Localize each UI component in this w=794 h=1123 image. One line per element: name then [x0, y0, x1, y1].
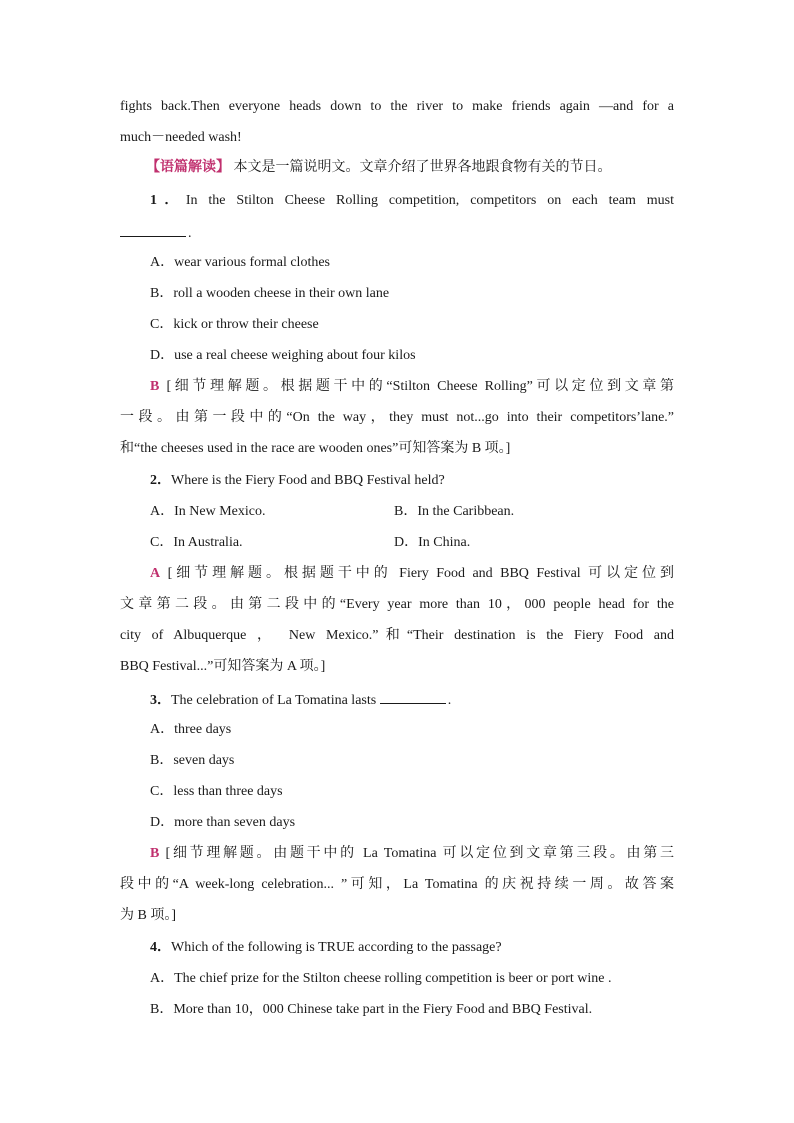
explanation-line: 为 B 项。] — [120, 908, 176, 923]
question-stem: . — [120, 222, 192, 244]
explanation: A [细节理解题。根据题干中的 Fiery Food and BBQ Festival 可以定位到 — [150, 566, 674, 581]
answer-blank — [380, 689, 446, 704]
explanation-line: city of Albuquerque ， New Mexico.”和“Their destination is the Fiery Food and — [120, 628, 674, 643]
explanation-line: 和“the cheeses used in the race are wooden ones”可知答案为 B 项。] — [120, 441, 511, 456]
question-number: 1． — [150, 193, 186, 208]
answer-blank — [120, 222, 186, 237]
passage-line: much－needed wash! — [120, 130, 242, 145]
question-number: 3． — [150, 693, 171, 708]
explanation: B [细节理解题。根据题干中的“Stilton Cheese Rolling”可以定位到文章第 — [150, 379, 674, 394]
option-a: A．three days — [150, 722, 232, 737]
option-d: D．In China. — [394, 535, 471, 550]
option-a: A．In New Mexico. — [150, 504, 266, 519]
option-b: B．seven days — [150, 753, 235, 768]
option-b: B．roll a wooden cheese in their own lane — [150, 286, 390, 301]
question-stem: 3．The celebration of La Tomatina lasts . — [150, 689, 451, 711]
answer-key: A — [150, 566, 161, 581]
answer-key: B — [150, 846, 160, 861]
question-text: Where is the Fiery Food and BBQ Festival held? — [171, 473, 445, 488]
option-c: C．less than three days — [150, 784, 283, 799]
question-stem — [150, 471, 445, 491]
question-stem — [150, 938, 502, 958]
option-a: A．The chief prize for the Stilton cheese rolling competition is beer or port wine . — [150, 971, 612, 986]
explanation-line: 文章第二段。由第二段中的“Every year more than 10，000 people head for the — [120, 597, 674, 612]
question-text: In the Stilton Cheese Rolling competition, competitors on each team must — [185, 193, 675, 208]
explanation-line: 一段。由第一段中的“On the way，they must not...go into their competitors’lane.” — [120, 410, 674, 425]
answer-key: B — [150, 379, 160, 394]
question-text: Which of the following is TRUE according to the passage? — [171, 940, 502, 955]
analysis-text: 本文是一篇说明文。文章介绍了世界各地跟食物有关的节日。 — [230, 160, 612, 175]
option-d: D．use a real cheese weighing about four kilos — [150, 348, 416, 363]
option-c: C．In Australia. — [150, 535, 243, 550]
analysis-tag: 【语篇解读】 — [146, 160, 230, 175]
option-c: C．kick or throw their cheese — [150, 317, 319, 332]
option-b: B．More than 10，000 Chinese take part in the Fiery Food and BBQ Festival. — [150, 1002, 593, 1017]
passage-analysis — [146, 158, 612, 178]
passage-line: fights back.Then everyone heads down to the river to make friends again —and for a — [120, 99, 674, 114]
explanation-line: BBQ Festival...”可知答案为 A 项。] — [120, 659, 326, 674]
option-b: B．In the Caribbean. — [394, 504, 515, 519]
explanation-line: 段中的“A week-long celebration... ”可知，La Tomatina 的庆祝持续一周。故答案 — [120, 877, 674, 892]
explanation: B [细节理解题。由题干中的 La Tomatina 可以定位到文章第三段。由第三 — [150, 846, 674, 861]
question-stem — [150, 191, 674, 211]
question-number: 2． — [150, 473, 171, 488]
option-a: A．wear various formal clothes — [150, 255, 330, 270]
question-text: The celebration of La Tomatina lasts — [171, 693, 380, 708]
question-number: 4． — [150, 940, 171, 955]
option-d: D．more than seven days — [150, 815, 296, 830]
